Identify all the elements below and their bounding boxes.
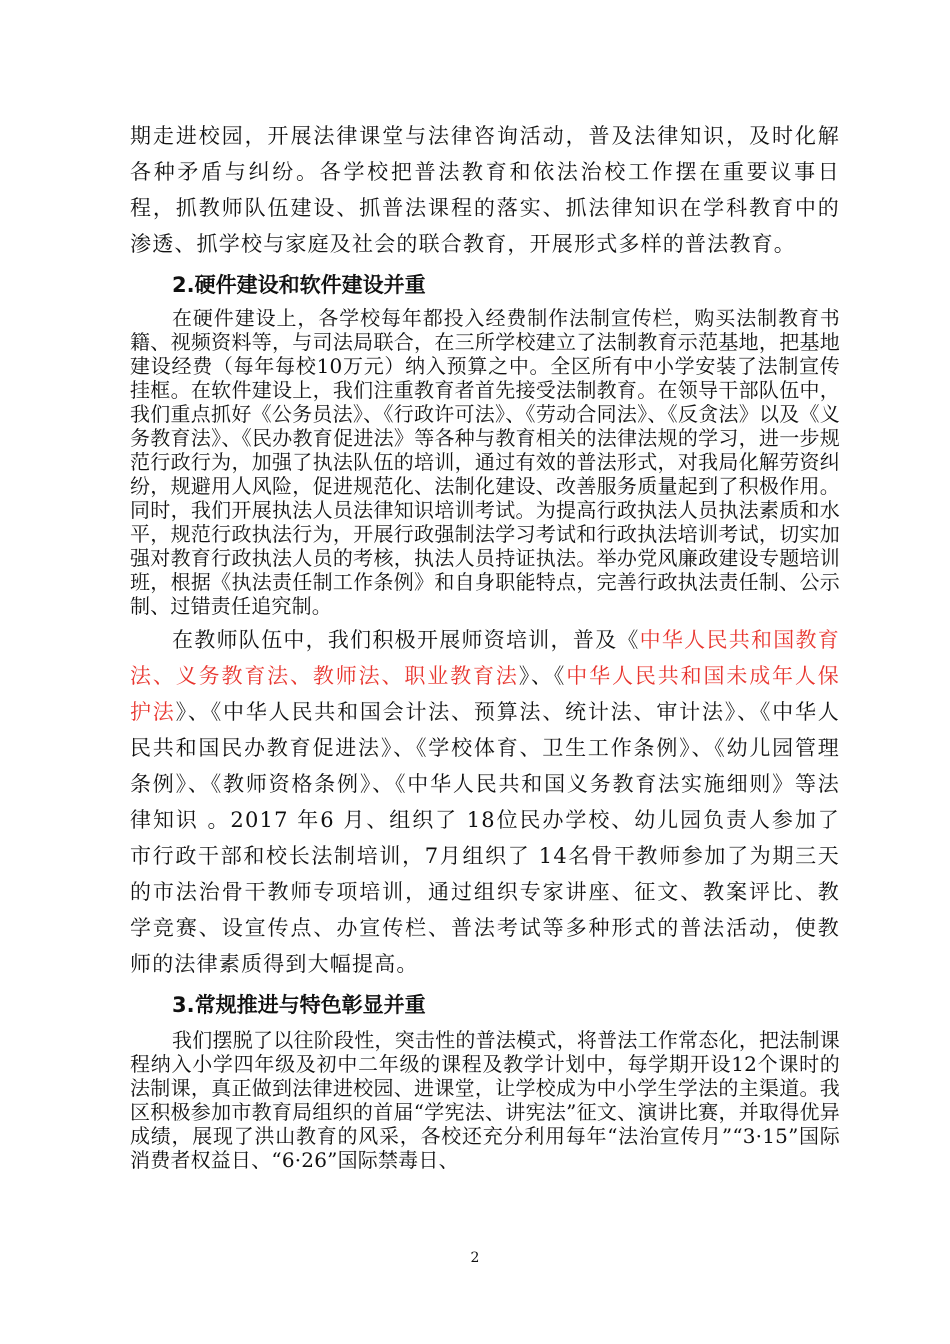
- paragraph-routine-promotion: 我们摆脱了以往阶段性，突击性的普法模式，将普法工作常态化，把法制课程纳入小学四年级及初中二年级的课程及教学计划中，每学期开设12个课时的法制课，真正做到法律进校园、进课堂，让学校成为中小学生学法的主渠道。我区积极参加市教育局组织的首届“学宪法、讲宪法”征文、演讲比赛，并取得优异成绩，展现了洪山教育的风采，各校还充分利用每年“法治宣传月”“3·15”国际消费者权益日、“6·26”国际禁毒日、: [130, 1028, 840, 1172]
- text-segment: 》、《中华人民共和国会计法、预算法、统计法、审计法》、《中华人民共和国民办教育促进法》、《学校体育、卫生工作条例》、《幼儿园管理条例》、《教师资格条例》、《中华人民共和国义务教育法实施细则》等法律知识 。2017 年6 月、组织了 18位民办学校、幼儿园负责人参加了市行政干部和校长法制培训，7月组织了 14名骨干教师参加了为期三天的市法治骨干教师专项培训，通过组织专家讲座、征文、教案评比、教学竞赛、设宣传点、办宣传栏、普法考试等多种形式的普法活动，使教师的法律素质得到大幅提高。: [130, 700, 841, 976]
- page-number: 2: [470, 1250, 480, 1266]
- section-heading-hardware-software: 2.硬件建设和软件建设并重: [172, 273, 426, 297]
- section-heading-routine-features: 3.常规推进与特色彰显并重: [172, 993, 426, 1017]
- red-law-name: 中华人民共和国教育法、义务教育法、教师法、职业教育法: [130, 628, 840, 688]
- document-body: [130, 118, 840, 1172]
- paragraph-teacher-training: [130, 622, 840, 982]
- text-segment: 在教师队伍中，我们积极开展师资培训，普及《: [172, 628, 640, 652]
- paragraph-legal-education: 期走进校园，开展法律课堂与法律咨询活动，普及法律知识，及时化解各种矛盾与纠纷。各学校把普法教育和依法治校工作摆在重要议事日程，抓教师队伍建设、抓普法课程的落实、抓法律知识在学科教育中的渗透、抓学校与家庭及社会的联合教育，开展形式多样的普法教育。: [130, 124, 840, 256]
- text-segment: 》、《: [518, 664, 567, 688]
- red-law-name: 中华人民共和国未成年人保护法: [130, 664, 840, 724]
- paragraph-hardware-software: 在硬件建设上，各学校每年都投入经费制作法制宣传栏，购买法制教育书籍、视频资料等，与司法局联合，在三所学校建立了法制教育示范基地，把基地建设经费（每年每校10万元）纳入预算之中。全区所有中小学安装了法制宣传挂框。在软件建设上，我们注重教育者首先接受法制教育。在领导干部队伍中，我们重点抓好《公务员法》、《行政许可法》、《劳动合同法》、《反贪法》以及《义务教育法》、《民办教育促进法》等各种与教育相关的法律法规的学习，进一步规范行政行为，加强了执法队伍的培训，通过有效的普法形式，对我局化解劳资纠纷，规避用人风险，促进规范化、法制化建设、改善服务质量起到了积极作用。同时，我们开展执法人员法律知识培训考试。为提高行政执法人员执法素质和水平，规范行政执法行为，开展行政强制法学习考试和行政执法培训考试，切实加强对教育行政执法人员的考核，执法人员持证执法。举办党风廉政建设专题培训班，根据《执法责任制工作条例》和自身职能特点，完善行政执法责任制、公示制、过错责任追究制。: [130, 306, 840, 618]
